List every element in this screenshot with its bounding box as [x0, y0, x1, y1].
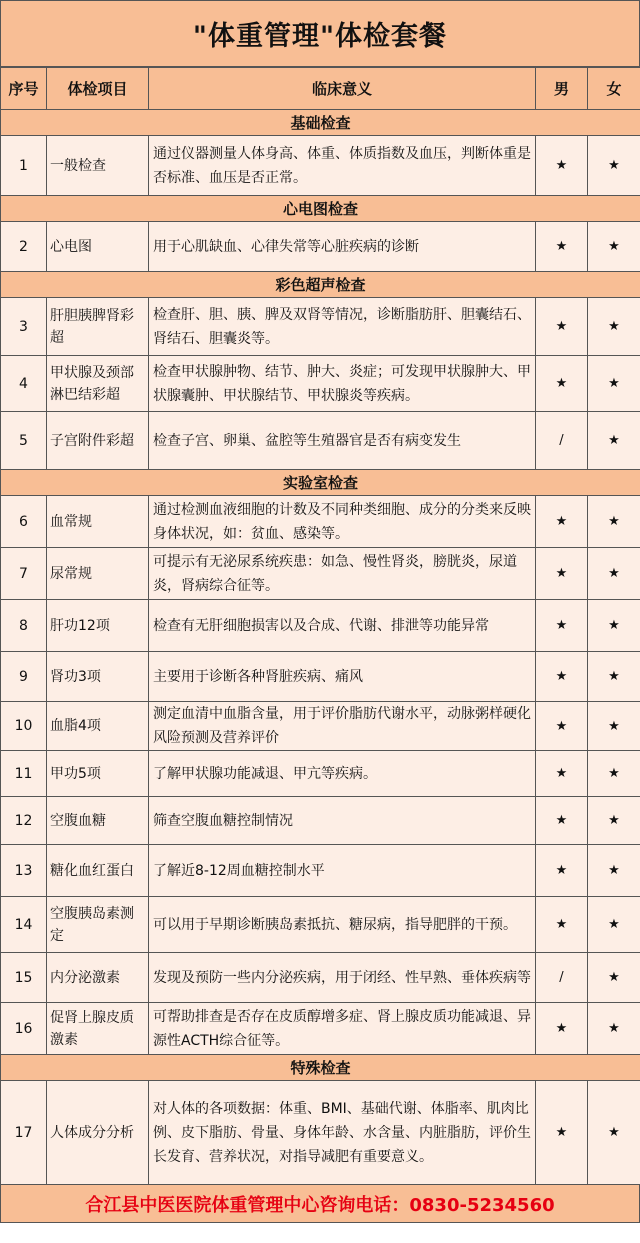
row-item: 空腹血糖 — [47, 797, 149, 845]
row-item: 子宫附件彩超 — [47, 412, 149, 470]
row-item: 糖化血红蛋白 — [47, 845, 149, 897]
table-row — [1, 1003, 640, 1055]
row-description: 了解甲状腺功能减退、甲亢等疾病。 — [149, 751, 536, 797]
table-row — [1, 412, 640, 470]
row-male-mark: ★ — [536, 751, 588, 797]
row-item: 肾功3项 — [47, 652, 149, 702]
section-title: 基础检查 — [1, 110, 640, 136]
header-female: 女 — [588, 68, 640, 110]
row-male-mark: ★ — [536, 298, 588, 356]
table-row — [1, 1081, 640, 1185]
row-number: 4 — [1, 356, 47, 412]
row-male-mark: ★ — [536, 136, 588, 196]
table-row — [1, 496, 640, 548]
section-header-row — [1, 272, 640, 298]
table-row — [1, 600, 640, 652]
row-description: 了解近8-12周血糖控制水平 — [149, 845, 536, 897]
row-description: 检查甲状腺肿物、结节、肿大、炎症；可发现甲状腺肿大、甲状腺囊肿、甲状腺结节、甲状腺炎等疾病。 — [149, 356, 536, 412]
row-number: 10 — [1, 702, 47, 751]
row-item: 尿常规 — [47, 548, 149, 600]
row-description: 检查肝、胆、胰、脾及双肾等情况，诊断脂肪肝、胆囊结石、肾结石、胆囊炎等。 — [149, 298, 536, 356]
section-title: 特殊检查 — [1, 1055, 640, 1081]
row-description: 通过检测血液细胞的计数及不同种类细胞、成分的分类来反映身体状况，如：贫血、感染等。 — [149, 496, 536, 548]
row-male-mark: ★ — [536, 897, 588, 953]
row-male-mark: ★ — [536, 797, 588, 845]
row-item: 肝功12项 — [47, 600, 149, 652]
row-female-mark: ★ — [588, 1003, 640, 1055]
row-male-mark: ★ — [536, 600, 588, 652]
row-male-mark: ★ — [536, 1003, 588, 1055]
row-number: 9 — [1, 652, 47, 702]
row-number: 14 — [1, 897, 47, 953]
row-female-mark: ★ — [588, 136, 640, 196]
table-row — [1, 953, 640, 1003]
header-male: 男 — [536, 68, 588, 110]
row-number: 3 — [1, 298, 47, 356]
row-number: 11 — [1, 751, 47, 797]
row-item: 空腹胰岛素测定 — [47, 897, 149, 953]
page-title: "体重管理"体检套餐 — [0, 0, 640, 67]
row-number: 13 — [1, 845, 47, 897]
row-description: 可以用于早期诊断胰岛素抵抗、糖尿病，指导肥胖的干预。 — [149, 897, 536, 953]
row-female-mark: ★ — [588, 953, 640, 1003]
section-header-row — [1, 196, 640, 222]
checkup-table — [0, 67, 640, 1185]
section-header-row — [1, 1055, 640, 1081]
row-female-mark: ★ — [588, 496, 640, 548]
row-number: 16 — [1, 1003, 47, 1055]
row-item: 心电图 — [47, 222, 149, 272]
row-male-mark: ★ — [536, 702, 588, 751]
section-title: 彩色超声检查 — [1, 272, 640, 298]
row-number: 15 — [1, 953, 47, 1003]
row-item: 人体成分分析 — [47, 1081, 149, 1185]
row-female-mark: ★ — [588, 702, 640, 751]
row-item: 甲状腺及颈部淋巴结彩超 — [47, 356, 149, 412]
row-female-mark: ★ — [588, 751, 640, 797]
row-number: 5 — [1, 412, 47, 470]
table-row — [1, 548, 640, 600]
table-row — [1, 702, 640, 751]
table-row — [1, 797, 640, 845]
row-male-mark: ★ — [536, 652, 588, 702]
row-male-mark: ★ — [536, 356, 588, 412]
row-male-mark: ★ — [536, 845, 588, 897]
row-description: 可提示有无泌尿系统疾患：如急、慢性肾炎，膀胱炎，尿道炎，肾病综合征等。 — [149, 548, 536, 600]
row-description: 对人体的各项数据：体重、BMI、基础代谢、体脂率、肌肉比例、皮下脂肪、骨量、身体年龄、水含量、内脏脂肪，评价生长发育、营养状况，对指导减肥有重要意义。 — [149, 1081, 536, 1185]
row-female-mark: ★ — [588, 652, 640, 702]
row-female-mark: ★ — [588, 298, 640, 356]
row-female-mark: ★ — [588, 548, 640, 600]
row-female-mark: ★ — [588, 412, 640, 470]
section-title: 心电图检查 — [1, 196, 640, 222]
table-row — [1, 222, 640, 272]
row-item: 肝胆胰脾肾彩超 — [47, 298, 149, 356]
row-male-mark: ★ — [536, 548, 588, 600]
row-description: 通过仪器测量人体身高、体重、体质指数及血压，判断体重是否标准、血压是否正常。 — [149, 136, 536, 196]
row-description: 主要用于诊断各种肾脏疾病、痛风 — [149, 652, 536, 702]
table-row — [1, 897, 640, 953]
table-row — [1, 298, 640, 356]
table-row — [1, 356, 640, 412]
row-number: 8 — [1, 600, 47, 652]
row-description: 可帮助排查是否存在皮质醇增多症、肾上腺皮质功能减退、异源性ACTH综合征等。 — [149, 1003, 536, 1055]
row-description: 用于心肌缺血、心律失常等心脏疾病的诊断 — [149, 222, 536, 272]
header-meaning: 临床意义 — [149, 68, 536, 110]
row-item: 甲功5项 — [47, 751, 149, 797]
header-item: 体检项目 — [47, 68, 149, 110]
table-header-row — [1, 68, 640, 110]
row-male-mark: ★ — [536, 222, 588, 272]
table-row — [1, 136, 640, 196]
row-female-mark: ★ — [588, 897, 640, 953]
row-description: 筛查空腹血糖控制情况 — [149, 797, 536, 845]
row-description: 检查子宫、卵巢、盆腔等生殖器官是否有病变发生 — [149, 412, 536, 470]
row-item: 内分泌激素 — [47, 953, 149, 1003]
section-header-row — [1, 470, 640, 496]
row-male-mark: / — [536, 412, 588, 470]
table-row — [1, 652, 640, 702]
row-female-mark: ★ — [588, 797, 640, 845]
row-number: 17 — [1, 1081, 47, 1185]
row-description: 检查有无肝细胞损害以及合成、代谢、排泄等功能异常 — [149, 600, 536, 652]
row-female-mark: ★ — [588, 1081, 640, 1185]
row-male-mark: / — [536, 953, 588, 1003]
row-female-mark: ★ — [588, 845, 640, 897]
row-item: 一般检查 — [47, 136, 149, 196]
row-number: 6 — [1, 496, 47, 548]
header-no: 序号 — [1, 68, 47, 110]
table-row — [1, 845, 640, 897]
table-row — [1, 751, 640, 797]
footer-contact: 合江县中医医院体重管理中心咨询电话：0830-5234560 — [0, 1185, 640, 1223]
section-title: 实验室检查 — [1, 470, 640, 496]
table-body — [1, 110, 640, 1185]
row-male-mark: ★ — [536, 1081, 588, 1185]
row-number: 1 — [1, 136, 47, 196]
row-female-mark: ★ — [588, 600, 640, 652]
row-male-mark: ★ — [536, 496, 588, 548]
row-number: 7 — [1, 548, 47, 600]
row-female-mark: ★ — [588, 222, 640, 272]
row-description: 测定血清中血脂含量，用于评价脂肪代谢水平，动脉粥样硬化风险预测及营养评价 — [149, 702, 536, 751]
row-item: 血常规 — [47, 496, 149, 548]
row-description: 发现及预防一些内分泌疾病，用于闭经、性早熟、垂体疾病等 — [149, 953, 536, 1003]
row-female-mark: ★ — [588, 356, 640, 412]
row-number: 2 — [1, 222, 47, 272]
row-item: 促肾上腺皮质激素 — [47, 1003, 149, 1055]
section-header-row — [1, 110, 640, 136]
row-number: 12 — [1, 797, 47, 845]
row-item: 血脂4项 — [47, 702, 149, 751]
